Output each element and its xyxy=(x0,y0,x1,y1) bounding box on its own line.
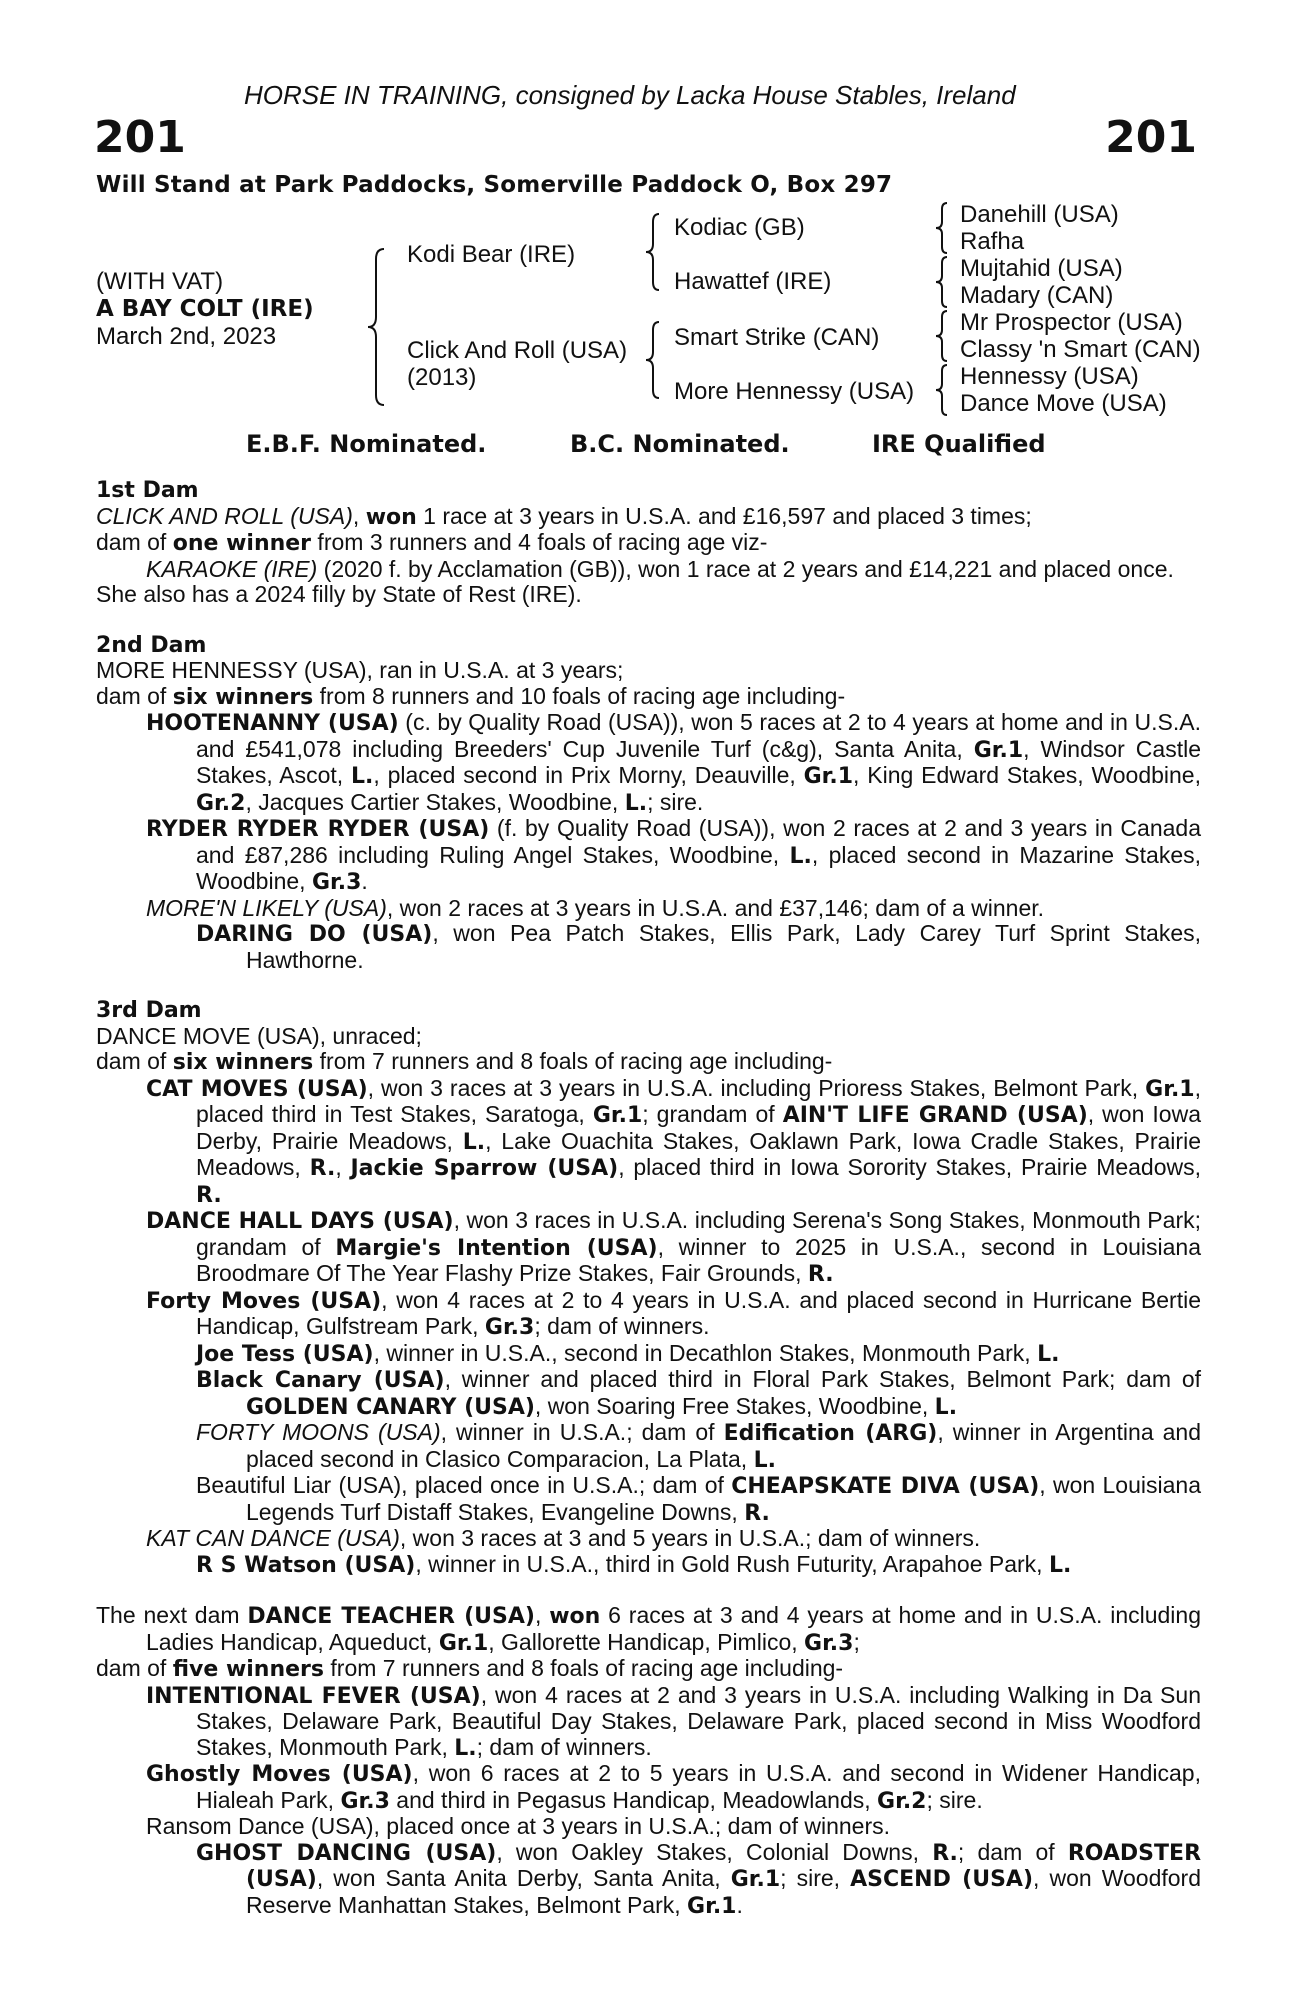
produce-entry xyxy=(96,1814,1201,1840)
pedigree-brace-sire xyxy=(644,212,662,292)
first-dam-name: CLICK AND ROLL (USA) xyxy=(96,502,353,529)
ggdam-3: Classy 'n Smart (CAN) xyxy=(960,336,1201,363)
stand-location: Will Stand at Park Paddocks, Somerville Paddock O, Box 297 xyxy=(96,172,893,198)
produce-text: , winner in U.S.A., third in Gold Rush Futurity, Arapahoe Park, xyxy=(415,1550,1049,1577)
ggsire-1: Danehill (USA) xyxy=(960,201,1119,228)
grandproduce-entry xyxy=(96,1552,1201,1579)
grade-label: Gr.1 xyxy=(438,1630,489,1656)
produce-text: , placed third in Iowa Sorority Stakes, Prairie Meadows, xyxy=(618,1154,1202,1180)
lot-number-right: 201 xyxy=(1105,112,1197,163)
produce-entry xyxy=(96,1683,1201,1762)
produce-name: Joe Tess (USA) xyxy=(196,1341,374,1367)
produce-text: , placed third in Test Stakes, Saratoga, xyxy=(196,1074,1201,1127)
produce-text: and third in Pegasus Handicap, Meadowlands, xyxy=(389,1786,878,1813)
produce-text: . xyxy=(361,868,368,894)
grade-label: Gr.3 xyxy=(311,870,362,895)
produce-entry xyxy=(96,1288,1201,1341)
produce-name: DARING DO (USA) xyxy=(196,922,433,947)
produce-entry xyxy=(96,816,1201,896)
won-label: won xyxy=(365,504,417,530)
produce-text: Ransom Dance (USA), placed once at 3 years in U.S.A.; dam of winners. xyxy=(146,1813,890,1839)
produce-name: KARAOKE (IRE) xyxy=(146,555,318,582)
produce-text: ; sire. xyxy=(647,788,704,815)
next-dam-produce-summary xyxy=(96,1656,1201,1683)
first-dam-record-text: 1 race at 3 years in U.S.A. and £16,597 and placed 3 times; xyxy=(416,502,1032,529)
produce-name: Ghostly Moves (USA) xyxy=(146,1762,413,1787)
produce-text: , winner in U.S.A.; dam of xyxy=(440,1419,724,1445)
restricted-label: R. xyxy=(309,1156,336,1181)
grandproduce-entry xyxy=(96,1367,1201,1420)
dam-of-label: dam of xyxy=(96,1048,173,1074)
listed-label: L. xyxy=(351,764,374,789)
produce-name: ROADSTER (USA) xyxy=(246,1840,1202,1892)
third-dam-produce-summary xyxy=(96,1049,1201,1076)
foaling-date: March 2nd, 2023 xyxy=(96,323,277,350)
produce-name: GOLDEN CANARY (USA) xyxy=(246,1394,535,1420)
produce-text: , winner in U.S.A., second in Decathlon Stakes, Monmouth Park, xyxy=(373,1339,1038,1366)
grade-label: Gr.3 xyxy=(804,1630,854,1656)
produce-entry xyxy=(96,710,1201,816)
pedigree-brace-dam xyxy=(644,320,662,400)
next-dam-name: DANCE TEACHER (USA) xyxy=(247,1604,535,1629)
produce-text: ; dam of winners. xyxy=(476,1733,652,1760)
produce-text: , Windsor Castle Stakes, Ascot, xyxy=(196,735,1201,788)
produce-text: , Lake Ouachita Stakes, Oaklawn Park, Iowa Cradle Stakes, Prairie Meadows, xyxy=(196,1127,1201,1180)
produce-text: , won 4 races at 2 to 4 years in U.S.A. and placed second in Hurricane Bertie Handicap, Gulfstream Park, xyxy=(196,1286,1202,1339)
sire-sire: Kodiac (GB) xyxy=(674,214,805,241)
grade-label: Gr.2 xyxy=(877,1788,927,1814)
grade-label: Gr.1 xyxy=(973,737,1024,763)
produce-text: , won 2 races at 3 years in U.S.A. and £37,146; dam of a winner. xyxy=(386,894,1045,921)
produce-entry xyxy=(96,1761,1201,1814)
horse-name: A BAY COLT (IRE) xyxy=(96,296,314,322)
second-dam-record: MORE HENNESSY (USA), ran in U.S.A. at 3 years; xyxy=(96,657,624,683)
produce-summary-text: from 8 runners and 10 foals of racing age including- xyxy=(313,682,846,709)
dam-year: (2013) xyxy=(407,364,477,391)
produce-name: Jackie Sparrow (USA) xyxy=(350,1156,619,1181)
next-dam-record xyxy=(96,1603,1201,1656)
second-dam-produce-summary xyxy=(96,684,1201,711)
ggdam-4: Dance Move (USA) xyxy=(960,390,1167,417)
grade-label: Gr.1 xyxy=(687,1893,737,1919)
produce-name: HOOTENANNY (USA) xyxy=(146,711,399,736)
ggdam-2: Madary (CAN) xyxy=(960,282,1114,309)
grandproduce-entry xyxy=(96,1473,1201,1526)
dam-name: Click And Roll (USA) xyxy=(407,337,628,364)
grandproduce-entry xyxy=(96,921,1201,973)
restricted-label: R. xyxy=(744,1500,770,1526)
listed-label: L. xyxy=(789,843,812,869)
produce-name: FORTY MOONS (USA) xyxy=(196,1419,441,1445)
produce-text: ; sire, xyxy=(780,1865,851,1891)
third-dam-record: DANCE MOVE (USA), unraced; xyxy=(96,1022,422,1049)
produce-text: ; sire. xyxy=(926,1786,983,1813)
produce-entry xyxy=(96,1208,1201,1288)
produce-summary-text: from 7 runners and 8 foals of racing age including- xyxy=(313,1048,833,1074)
produce-name: DANCE HALL DAYS (USA) xyxy=(146,1209,454,1234)
grade-label: Gr.1 xyxy=(1145,1076,1195,1102)
produce-text: , won Louisiana Legends Turf Distaff Stakes, Evangeline Downs, xyxy=(246,1472,1201,1525)
produce-name: Edification (ARG) xyxy=(723,1421,938,1446)
second-dam-heading: 2nd Dam xyxy=(96,632,207,658)
produce-name: GHOST DANCING (USA) xyxy=(196,1840,497,1866)
listed-label: L. xyxy=(462,1129,486,1155)
produce-name: INTENTIONAL FEVER (USA) xyxy=(146,1683,481,1709)
produce-text: , won 3 races in U.S.A. including Serena's Song Stakes, Monmouth Park; grandam of xyxy=(196,1207,1201,1260)
produce-entry xyxy=(96,896,1201,922)
dam-of-label: dam of xyxy=(96,1655,173,1681)
grade-label: Gr.1 xyxy=(592,1103,643,1128)
pedigree-brace-sd xyxy=(934,255,950,309)
grade-label: Gr.3 xyxy=(484,1315,535,1340)
sire-name: Kodi Bear (IRE) xyxy=(407,241,576,268)
produce-name: R S Watson (USA) xyxy=(196,1552,416,1578)
produce-name: CAT MOVES (USA) xyxy=(146,1076,368,1102)
produce-name: ASCEND (USA) xyxy=(850,1867,1034,1892)
pedigree-brace-main xyxy=(366,247,388,407)
ire-qualified: IRE Qualified xyxy=(872,430,1046,458)
vat-note: (WITH VAT) xyxy=(96,268,224,295)
produce-text: ; xyxy=(853,1628,860,1655)
winners-count: one winner xyxy=(172,531,312,556)
produce-text: , won Woodford Reserve Manhattan Stakes, Belmont Park, xyxy=(246,1865,1201,1918)
grade-label: Gr.3 xyxy=(340,1788,390,1814)
produce-text: , King Edward Stakes, Woodbine, xyxy=(853,762,1201,788)
produce-name: AIN'T LIFE GRAND (USA) xyxy=(782,1103,1088,1128)
winners-count: six winners xyxy=(172,684,314,710)
page-header-title: HORSE IN TRAINING, consigned by Lacka House Stables, Ireland xyxy=(244,80,1016,110)
produce-text: , Gallorette Handicap, Pimlico, xyxy=(488,1628,805,1655)
produce-entry xyxy=(96,1076,1201,1209)
produce-text: ; dam of xyxy=(957,1838,1068,1865)
grandproduce-entry xyxy=(96,1420,1201,1473)
restricted-label: R. xyxy=(807,1262,834,1287)
produce-name: Black Canary (USA) xyxy=(196,1368,445,1393)
listed-label: L. xyxy=(934,1394,958,1420)
produce-text: , won Santa Anita Derby, Santa Anita, xyxy=(316,1865,731,1891)
produce-text: , won Pea Patch Stakes, Ellis Park, Lady Carey Turf Sprint Stakes, Hawthorne. xyxy=(246,920,1202,973)
winners-count: five winners xyxy=(172,1657,325,1682)
ggdam-1: Rafha xyxy=(960,228,1025,255)
bc-nominated: B.C. Nominated. xyxy=(570,430,790,458)
produce-name: Forty Moves (USA) xyxy=(146,1288,382,1314)
produce-entry xyxy=(96,1526,1201,1552)
restricted-label: R. xyxy=(932,1840,958,1866)
produce-name: CHEAPSKATE DIVA (USA) xyxy=(731,1474,1040,1499)
dam-of-label: dam of xyxy=(96,529,173,555)
produce-text: , won Iowa Derby, Prairie Meadows, xyxy=(196,1101,1201,1154)
grade-label: Gr.2 xyxy=(196,790,246,816)
grandproduce-entry xyxy=(96,1840,1201,1920)
produce-text: (2020 f. by Acclamation (GB)), won 1 race at 2 years and £14,221 and placed once. xyxy=(317,555,1174,582)
won-label: won xyxy=(549,1604,601,1629)
produce-text: ; grandam of xyxy=(642,1101,783,1127)
produce-text: , won Soaring Free Stakes, Woodbine, xyxy=(534,1392,935,1419)
produce-text: , winner and placed third in Floral Park Stakes, Belmont Park; dam of xyxy=(444,1366,1202,1392)
sire-dam: Hawattef (IRE) xyxy=(674,268,832,295)
produce-text: , winner to 2025 in U.S.A., second in Louisiana Broodmare Of The Year Flashy Prize Stakes, Fair Grounds, xyxy=(196,1233,1201,1286)
produce-name: KAT CAN DANCE (USA) xyxy=(146,1525,400,1551)
ggsire-3: Mr Prospector (USA) xyxy=(960,309,1183,336)
first-dam-produce-summary xyxy=(96,530,1201,557)
produce-text: , won Oakley Stakes, Colonial Downs, xyxy=(496,1838,933,1865)
pedigree-brace-ds xyxy=(934,309,950,363)
listed-label: L. xyxy=(1037,1341,1060,1367)
grandproduce-entry xyxy=(96,1341,1201,1368)
produce-name: MORE'N LIKELY (USA) xyxy=(146,894,387,921)
produce-name: Margie's Intention (USA) xyxy=(335,1235,658,1261)
ebf-nominated: E.B.F. Nominated. xyxy=(246,430,487,458)
listed-label: L. xyxy=(1048,1552,1072,1578)
produce-text: , placed second in Mazarine Stakes, Woodbine, xyxy=(196,841,1202,894)
produce-text: . xyxy=(736,1891,743,1918)
dam-dam: More Hennessy (USA) xyxy=(674,378,915,405)
listed-label: L. xyxy=(753,1447,776,1473)
ggsire-2: Mujtahid (USA) xyxy=(960,255,1123,282)
produce-text: , won 3 races at 3 years in U.S.A. including Prioress Stakes, Belmont Park, xyxy=(367,1074,1146,1101)
catalogue-body xyxy=(96,478,1201,1919)
ggsire-4: Hennessy (USA) xyxy=(960,363,1139,390)
grade-label: Gr.1 xyxy=(803,764,854,789)
produce-summary-text: from 7 runners and 8 foals of racing age including- xyxy=(324,1655,844,1681)
third-dam-heading: 3rd Dam xyxy=(96,998,202,1023)
produce-text: , won 6 races at 2 to 5 years in U.S.A. and second in Widener Handicap, Hialeah Park, xyxy=(196,1760,1201,1813)
listed-label: L. xyxy=(624,790,648,816)
produce-text: (f. by Quality Road (USA)), won 2 races at 2 and 3 years in Canada and £87,286 including Ruling Angel Stakes, Woodbine, xyxy=(196,815,1201,868)
produce-text: ; dam of winners. xyxy=(534,1313,710,1339)
produce-name: RYDER RYDER RYDER (USA) xyxy=(146,817,490,842)
dam-sire: Smart Strike (CAN) xyxy=(674,324,880,351)
first-dam-heading: 1st Dam xyxy=(96,478,199,503)
produce-text: , Jacques Cartier Stakes, Woodbine, xyxy=(245,788,625,815)
dam-of-label: dam of xyxy=(96,682,173,709)
produce-text: , won 4 races at 2 and 3 years in U.S.A. including Walking in Da Sun Stakes, Delaware Park, Beautiful Day Stakes, Delaware Park, placed second in Miss Woodford Stakes, Monmouth Park, xyxy=(196,1681,1201,1760)
restricted-label: R. xyxy=(196,1182,222,1208)
pedigree-brace-ss xyxy=(934,201,950,255)
produce-text: , xyxy=(335,1154,351,1180)
produce-text: 6 races at 3 and 4 years at home and in U.S.A. including Ladies Handicap, Aqueduct, xyxy=(146,1602,1202,1655)
produce-text: Beautiful Liar (USA), placed once in U.S.A.; dam of xyxy=(196,1472,732,1498)
pedigree-brace-dd xyxy=(934,363,950,417)
produce-text: , placed second in Prix Morny, Deauville, xyxy=(373,762,804,788)
produce-summary-text: from 3 runners and 4 foals of racing age viz- xyxy=(311,529,768,555)
first-dam-record: CLICK AND ROLL (USA), won 1 race at 3 years in U.S.A. and £16,597 and placed 3 times; xyxy=(96,502,1032,530)
lot-number-left: 201 xyxy=(94,112,186,163)
produce-text: (c. by Quality Road (USA)), won 5 races at 2 to 4 years at home and in U.S.A. and £541,078 including Breeders' Cup Juvenile Turf (c&g), Santa Anita, xyxy=(196,709,1201,762)
winners-count: six winners xyxy=(172,1050,314,1075)
produce-text: , won 3 races at 3 and 5 years in U.S.A.; dam of winners. xyxy=(399,1525,981,1551)
produce-text: , xyxy=(534,1602,550,1628)
first-dam-also: She also has a 2024 filly by State of Rest (IRE). xyxy=(96,581,582,607)
produce-text: , winner in Argentina and placed second in Clasico Comparacion, La Plata, xyxy=(246,1419,1201,1472)
produce-text: The next dam xyxy=(96,1602,248,1628)
listed-label: L. xyxy=(454,1735,477,1761)
grade-label: Gr.1 xyxy=(730,1867,781,1892)
produce-entry xyxy=(96,557,1201,583)
